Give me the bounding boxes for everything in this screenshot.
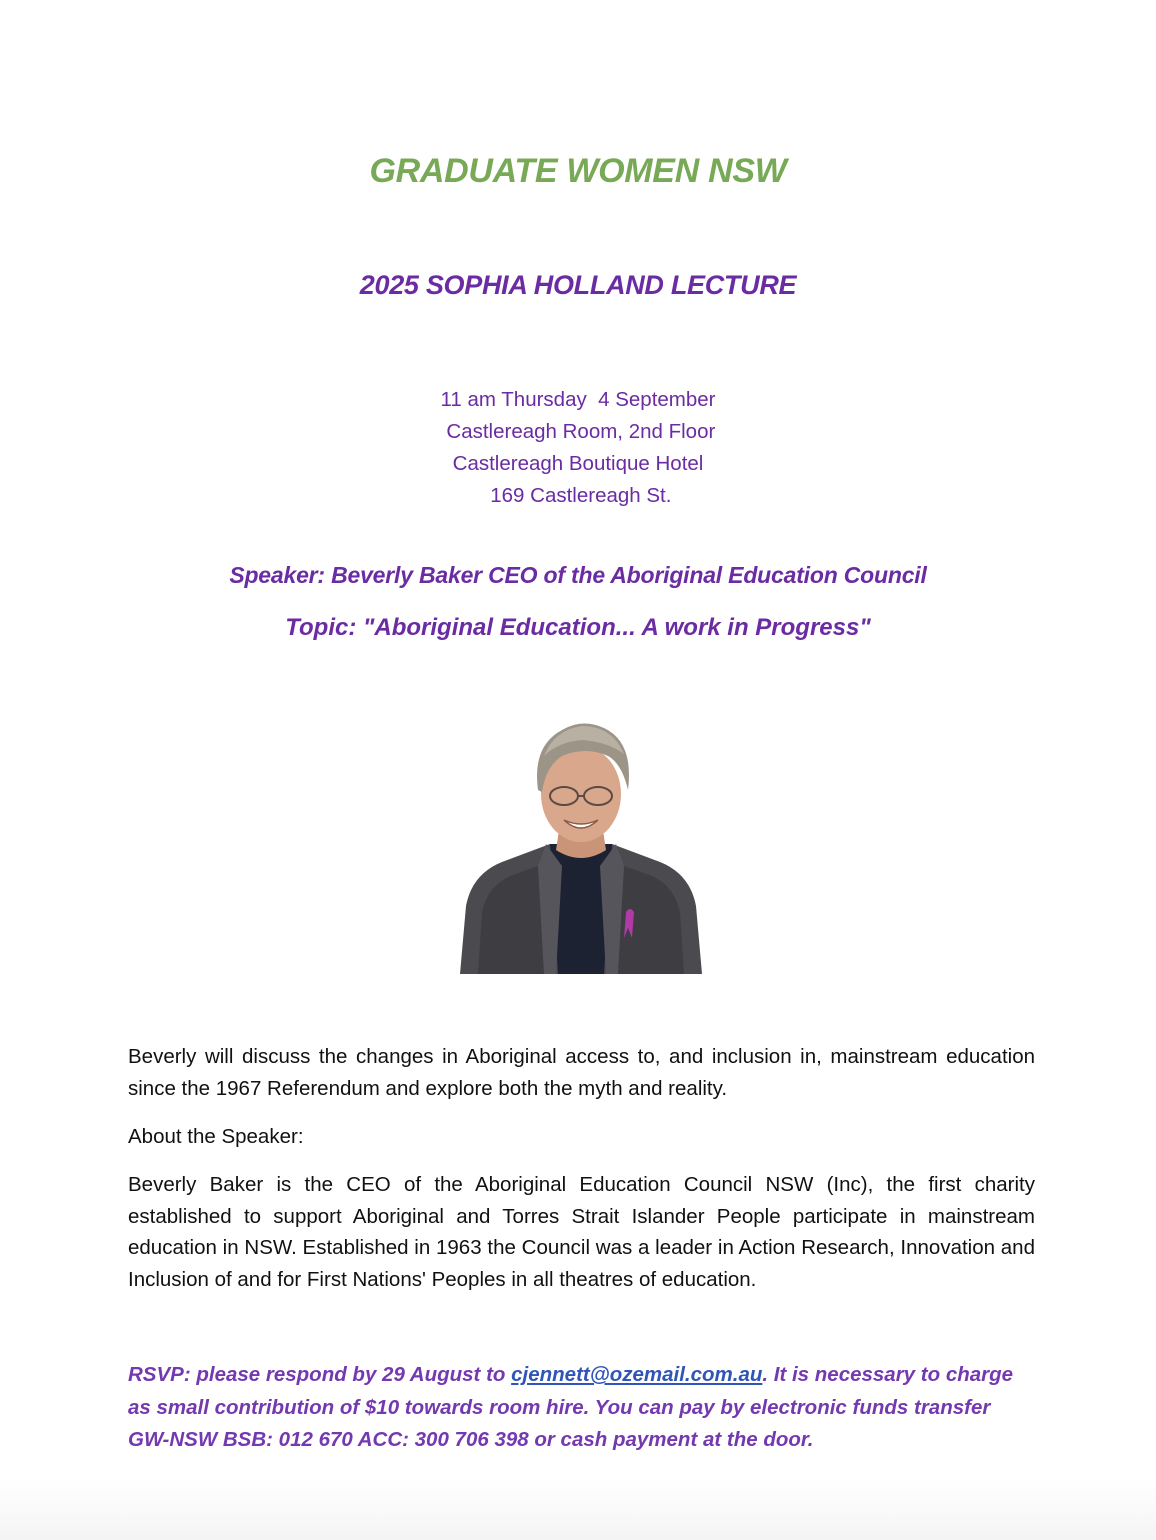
speaker-photo: [458, 716, 704, 974]
about-speaker-heading: About the Speaker:: [128, 1125, 304, 1148]
rsvp-suffix: . It is necessary to charge as small contribution of $10 towards room hire. You can pay by electronic funds transfer GW-NSW BSB: 012 670 ACC: 300 706 398 or cash payment at the door.: [128, 1363, 1014, 1451]
event-date-time: 11 am Thursday 4 September: [440, 388, 716, 411]
speaker-bio-paragraph: Beverly Baker is the CEO of the Aboriginal Education Council NSW (Inc), the first charity established to support Aboriginal and Torres Strait Islander People participate in mainstream education in NSW. Established in 1963 the Council was a leader in Action Research, Innovation and Inclusion of and for First Nations' Peoples in all theatres of education.: [128, 1173, 1035, 1291]
event-details: [0, 384, 1156, 512]
speaker-line: Speaker: Beverly Baker CEO of the Aboriginal Education Council: [229, 562, 927, 588]
event-address: 169 Castlereagh St.: [484, 484, 672, 507]
rsvp-prefix: RSVP: please respond by 29 August to: [128, 1363, 512, 1386]
organization-title: GRADUATE WOMEN NSW: [369, 152, 787, 190]
page-bottom-shadow: [0, 1480, 1156, 1540]
event-venue: Castlereagh Boutique Hotel: [452, 452, 704, 475]
rsvp-email-link[interactable]: cjennett@ozemail.com.au: [511, 1363, 763, 1386]
lecture-title: 2025 SOPHIA HOLLAND LECTURE: [359, 270, 797, 300]
intro-paragraph: Beverly will discuss the changes in Aboriginal access to, and inclusion in, mainstream education since the 1967 Referendum and explore both the myth and reality.: [128, 1045, 1035, 1100]
topic-line: Topic: "Aboriginal Education... A work in Progress": [285, 614, 871, 641]
event-room: Castlereagh Room, 2nd Floor: [440, 420, 716, 443]
rsvp-paragraph: [128, 1359, 1033, 1457]
